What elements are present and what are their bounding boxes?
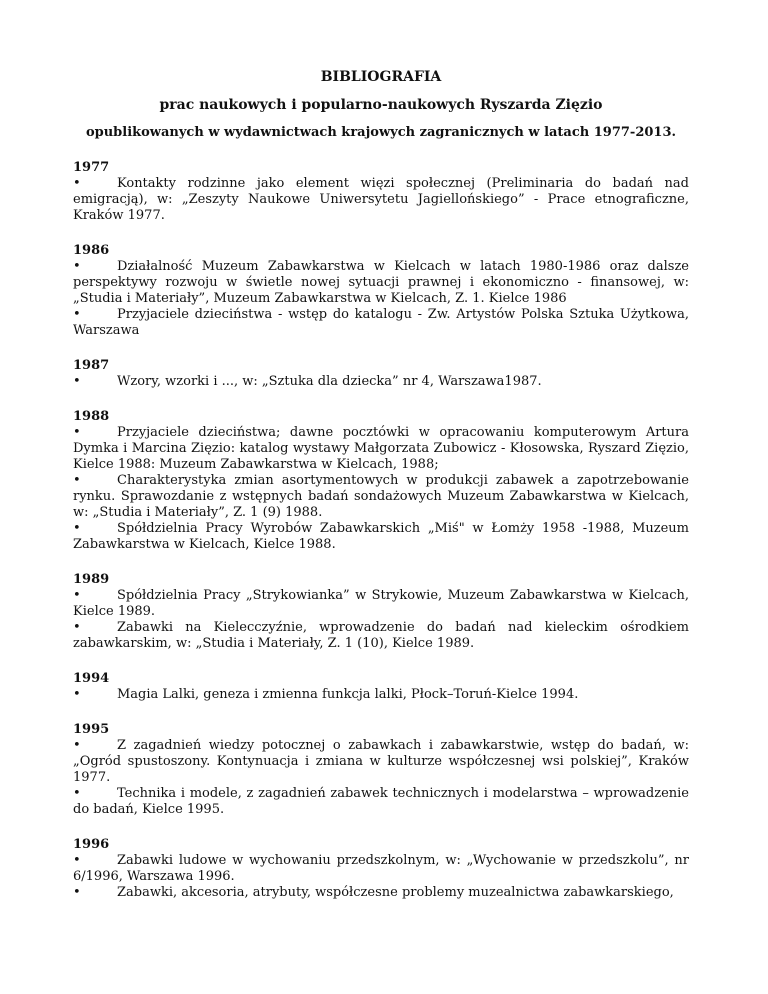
bibliography-entry — [73, 259, 689, 307]
year-section — [73, 722, 689, 818]
document-subtitle-2: opublikowanych w wydawnictwach krajowych zagranicznych w latach 1977-2013. — [85, 125, 677, 140]
year-section — [73, 671, 689, 703]
entry-text: Kontakty rodzinne jako element więzi społecznej (Preliminaria do badań nad emigracją), w: „Zeszyty Naukowe Uniwersytetu Jagiellońskiego” - Prace etnograficzne, Kraków 1977. — [73, 176, 689, 223]
bullet-icon: • — [73, 853, 81, 868]
bibliography-entry — [73, 307, 689, 339]
entry-text: Zabawki na Kielecczyźnie, wprowadzenie do badań nad kieleckim ośrodkiem zabawkarskim, w: „Studia i Materiały, Z. 1 (10), Kielce 1989. — [73, 620, 689, 651]
entry-text: Magia Lalki, geneza i zmienna funkcja lalki, Płock–Toruń-Kielce 1994. — [117, 687, 579, 702]
bullet-icon: • — [73, 374, 81, 389]
title-block — [73, 68, 689, 141]
year-section — [73, 358, 689, 390]
bullet-icon: • — [73, 620, 81, 635]
bibliography-entry — [73, 521, 689, 553]
bibliography-entry — [73, 620, 689, 652]
bibliography-entry — [73, 853, 689, 885]
bibliography-entry — [73, 176, 689, 224]
document-title: BIBLIOGRAFIA — [320, 69, 442, 85]
entry-text: Zabawki, akcesoria, atrybuty, współczesne problemy muzealnictwa zabawkarskiego, — [117, 885, 674, 900]
year-heading: 1994 — [73, 671, 110, 686]
bullet-icon: • — [73, 588, 81, 603]
document-subtitle: prac naukowych i popularno-naukowych Ryszarda Zięzio — [159, 97, 603, 113]
bullet-icon: • — [73, 176, 81, 191]
bullet-icon: • — [73, 307, 81, 322]
bibliography-list — [73, 160, 689, 901]
year-heading: 1989 — [73, 572, 110, 587]
entry-text: Przyjaciele dzieciństwa - wstęp do katalogu - Zw. Artystów Polska Sztuka Użytkowa, Warszawa — [73, 307, 689, 338]
bibliography-entry — [73, 588, 689, 620]
entry-text: Technika i modele, z zagadnień zabawek technicznych i modelarstwa – wprowadzenie do badań, Kielce 1995. — [73, 786, 689, 817]
bibliography-entry — [73, 885, 689, 901]
bullet-icon: • — [73, 473, 81, 488]
year-section — [73, 572, 689, 652]
entry-text: Przyjaciele dzieciństwa; dawne pocztówki w opracowaniu komputerowym Artura Dymka i Marcina Zięzio: katalog wystawy Małgorzata Zubowicz - Kłosowska, Ryszard Zięzio, Kielce 1988: Muzeum Zabawkarstwa w Kielcach, 1988; — [73, 425, 689, 472]
year-section — [73, 409, 689, 553]
year-heading: 1995 — [73, 722, 110, 737]
bullet-icon: • — [73, 425, 81, 440]
entry-text: Spółdzielnia Pracy Wyrobów Zabawkarskich „Miś" w Łomży 1958 -1988, Muzeum Zabawkarstwa w Kielcach, Kielce 1988. — [73, 521, 689, 552]
entry-text: Spółdzielnia Pracy „Strykowianka” w Strykowie, Muzeum Zabawkarstwa w Kielcach, Kielce 1989. — [73, 588, 689, 619]
year-section — [73, 243, 689, 339]
bullet-icon: • — [73, 259, 81, 274]
year-section — [73, 837, 689, 901]
entry-text: Charakterystyka zmian asortymentowych w produkcji zabawek a zapotrzebowanie rynku. Sprawozdanie z wstępnych badań sondażowych Muzeum Zabawkarstwa w Kielcach, w: „Studia i Materiały”, Z. 1 (9) 1988. — [73, 473, 689, 520]
year-section — [73, 160, 689, 224]
bullet-icon: • — [73, 687, 81, 702]
year-heading: 1987 — [73, 358, 110, 373]
bullet-icon: • — [73, 738, 81, 753]
entry-text: Z zagadnień wiedzy potocznej o zabawkach i zabawkarstwie, wstęp do badań, w: „Ogród spustoszony. Kontynuacja i zmiana w kulturze współczesnej wsi polskiej”, Kraków 1977. — [73, 738, 689, 785]
bullet-icon: • — [73, 885, 81, 900]
bibliography-entry — [73, 786, 689, 818]
entry-text: Zabawki ludowe w wychowaniu przedszkolnym, w: „Wychowanie w przedszkolu”, nr 6/1996, Warszawa 1996. — [73, 853, 689, 884]
bibliography-entry — [73, 687, 689, 703]
bibliography-entry — [73, 738, 689, 786]
bullet-icon: • — [73, 521, 81, 536]
year-heading: 1977 — [73, 160, 110, 175]
bibliography-entry — [73, 374, 689, 390]
entry-text: Działalność Muzeum Zabawkarstwa w Kielcach w latach 1980-1986 oraz dalsze perspektywy rozwoju w świetle nowej sytuacji prawnej i ekonomiczno - finansowej, w: „Studia i Materiały”, Muzeum Zabawkarstwa w Kielcach, Z. 1. Kielce 1986 — [73, 259, 689, 306]
bibliography-entry — [73, 425, 689, 473]
year-heading: 1986 — [73, 243, 110, 258]
bullet-icon: • — [73, 786, 81, 801]
year-heading: 1996 — [73, 837, 110, 852]
entry-text: Wzory, wzorki i ..., w: „Sztuka dla dziecka” nr 4, Warszawa1987. — [117, 374, 542, 389]
bibliography-entry — [73, 473, 689, 521]
year-heading: 1988 — [73, 409, 110, 424]
